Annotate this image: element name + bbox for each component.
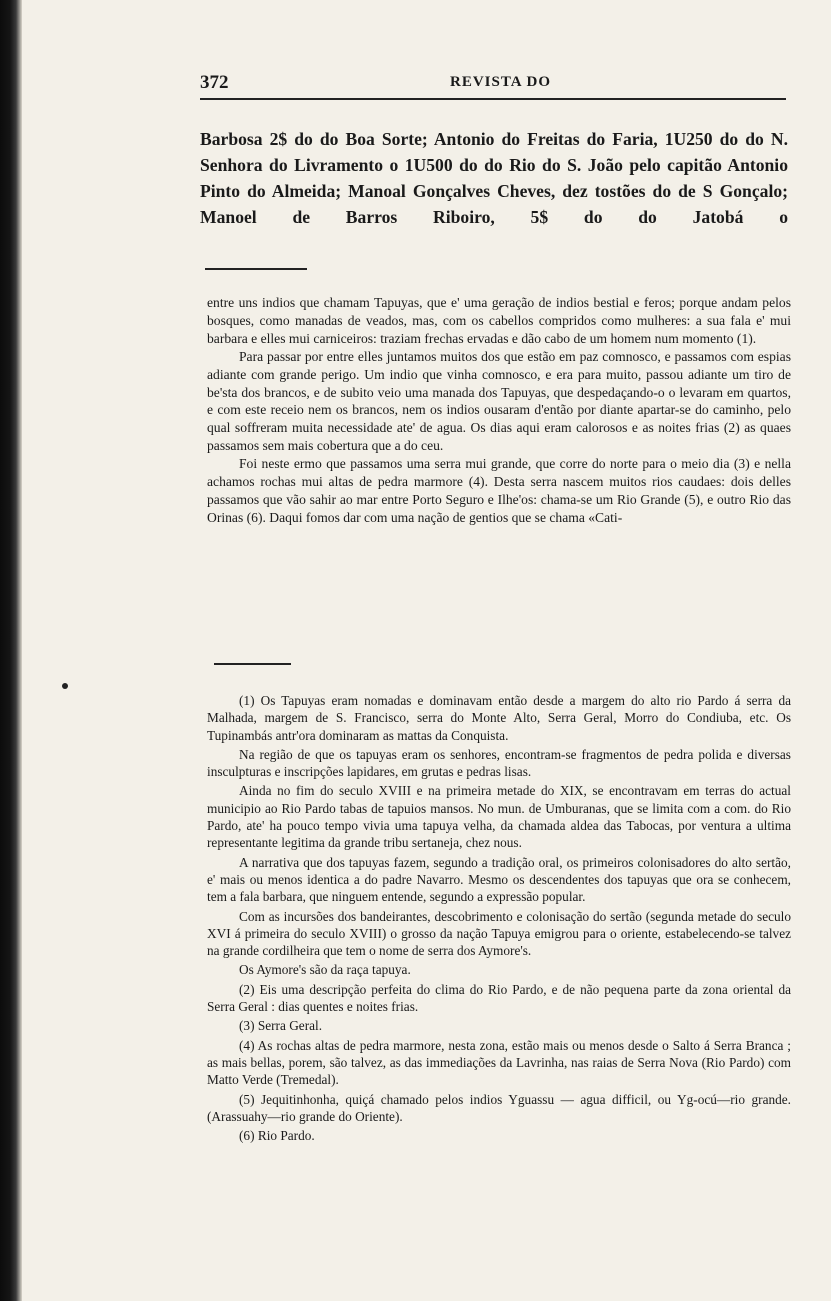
footnote: (4) As rochas altas de pedra marmore, nesta zona, estão mais ou menos desde o Salto á Serra Branca ; as mais bellas, porem, são talvez, as das immediações da Lavrinha, nas raias de Serra Nova (Rio Pardo) com Matto Verde (Tremedal). — [207, 1037, 791, 1088]
footnote: Ainda no fim do seculo XVIII e na primeira metade do XIX, se encontravam em terras do actual municipio ao Rio Pardo tabas de tapuios mansos. No mun. de Umburanas, que se limita com a com. do Rio Pardo, ate' ha pouco tempo vivia uma tapuya velha, da chamada aldea das Tabocas, por ventura a ultima representante legitima da grande tribu sertaneja, chez nous. — [207, 783, 791, 851]
footnotes-column — [207, 692, 791, 1146]
section-divider — [205, 268, 307, 270]
main-paragraph: entre uns indios que chamam Tapuyas, que e' uma geração de indios bestial e feros; porque andam pelos bosques, como manadas de veados, mas, com os cabellos compridos como mulheres: a sua fala e' mui barbara e elles mui carniceiros: traziam frechas ervadas e dão cabo de um homem num momento (1). — [207, 295, 791, 346]
footnote: Com as incursões dos bandeirantes, descobrimento e colonisação do sertão (segunda metade do seculo XVI á primeira do seculo XVIII) o grosso da nação Tapuya emigrou para o oriente, estabelecendo-se talvez na grande cordilheira que tem o nome de serra dos Aymore's. — [207, 908, 791, 959]
main-text-column — [207, 294, 791, 527]
page-header — [200, 72, 786, 100]
footnote: A narrativa que dos tapuyas fazem, segundo a tradição oral, os primeiros colonisadores do alto sertão, e' mais ou menos identica a do padre Navarro. Mesmo os descendentes dos tapuyas que ora se conhecem, tem a fala barbara, que ninguem entende, segundo a expressão popular. — [207, 854, 791, 905]
footnote: Na região de que os tapuyas eram os senhores, encontram-se fragmentos de pedra polida e diversas insculpturas e inscripções lapidares, em grutas e pedras lisas. — [207, 746, 791, 780]
footnote: (6) Rio Pardo. — [239, 1128, 315, 1144]
footnote: (3) Serra Geral. — [239, 1018, 323, 1034]
footnote: (5) Jequitinhonha, quiçá chamado pelos indios Yguassu — agua difficil, ou Yg-ocú—rio grande. (Arassuahy—rio grande do Oriente). — [207, 1091, 791, 1124]
page-binding-edge — [0, 0, 22, 1301]
main-paragraph: Foi neste ermo que passamos uma serra mui grande, que corre do norte para o meio dia (3) e nella achamos rochas mui altas de pedra marmore (4). Desta serra nascem muitos rios caudaes: dois delles passamos que vão sahir ao mar entre Porto Seguro e Ilhe'os: chama-se um Rio Grande (5), e outro Rio das Orinas (6). Daqui fomos dar com uma nação de gentios que se chama «Cati- — [207, 456, 791, 525]
footnote: Os Aymore's são da raça tapuya. — [239, 962, 411, 978]
footnote-divider — [214, 663, 291, 665]
footnote: (2) Eis uma descripção perfeita do clima do Rio Pardo, e de não pequena parte da zona oriental da Serra Geral : dias quentes e noites frias. — [207, 981, 791, 1015]
running-head: REVISTA DO — [450, 74, 551, 90]
upper-text-block: Barbosa 2$ do do Boa Sorte; Antonio do Freitas do Faria, 1U250 do do N. Senhora do Livramento o 1U500 do do Rio do S. João pelo capitão Antonio Pinto do Almeida; Manoal Gonçalves Cheves, dez tostões do de S Gonçalo; Manoel de Barros Riboiro, 5$ do do Jatobá o — [200, 129, 788, 227]
footnote: (1) Os Tapuyas eram nomadas e dominavam então desde a margem do alto rio Pardo á serra da Malhada, margem de S. Francisco, serra do Monte Alto, Serra Geral, Morro do Condiuba, etc. Os Tupinambás antr'ora dominaram as mattas da Conquista. — [207, 693, 791, 743]
margin-dot — [62, 683, 68, 689]
main-paragraph: Para passar por entre elles juntamos muitos dos que estão em paz comnosco, e passamos com espias adiante com grande perigo. Um indio que vinha comnosco, e era para muito, passou adiante um tiro de be'sta dos brancos, e de subito veio uma manada dos Tapuyas, que despedaçando-o o levaram em quartos, e com este receio nem os brancos, nem os indios ousaram d'então por diante apartar-se do caminho, pelo qual soffreram muita necessidade ate' de agua. Os dias aqui eram calorosos e as noites frias (2) as quaes passamos sem mais cobertura que a do ceu. — [207, 348, 791, 454]
page-number: 372 — [200, 72, 229, 93]
